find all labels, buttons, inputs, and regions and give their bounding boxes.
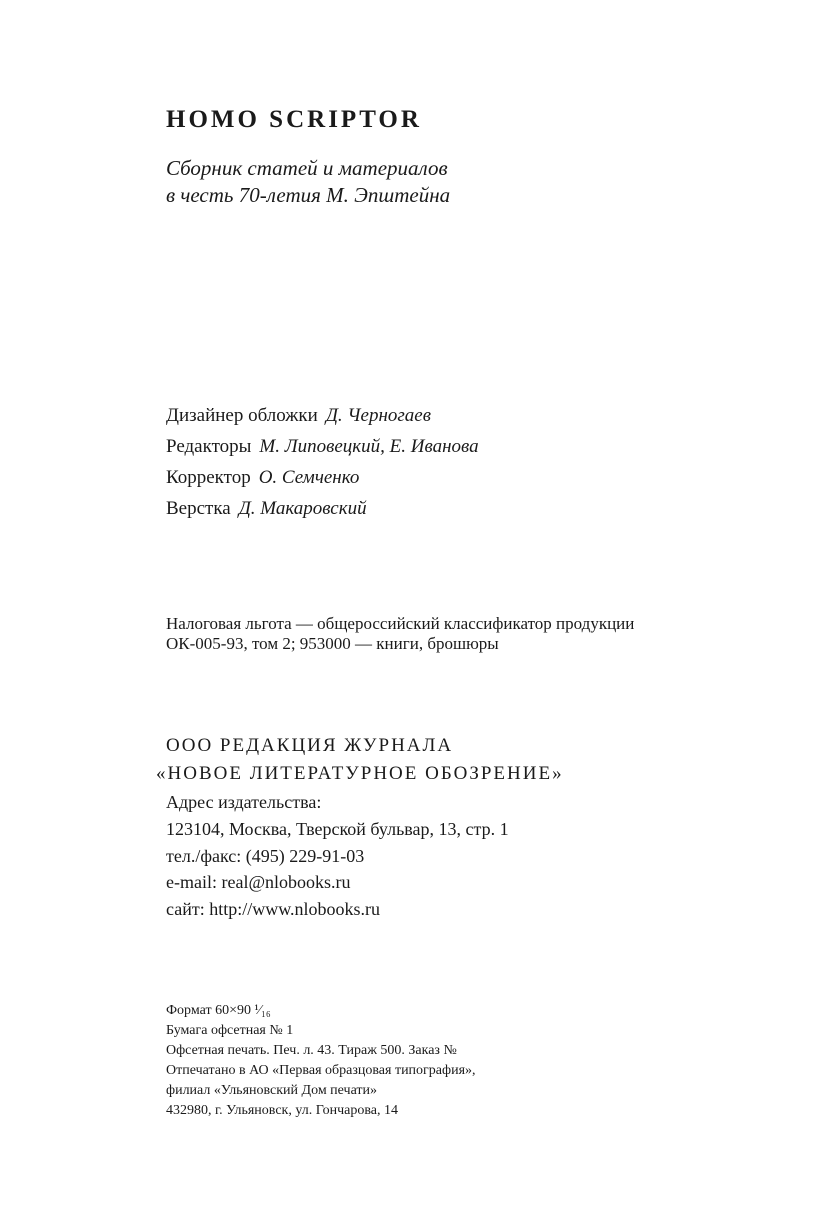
book-subtitle-line-1: Сборник статей и материалов — [166, 156, 448, 180]
publisher-website: сайт: http://www.nlobooks.ru — [166, 899, 381, 919]
publisher-name-line-2: «НОВОЕ ЛИТЕРАТУРНОЕ ОБОЗРЕНИЕ» — [156, 763, 564, 784]
imprint-print-run: Офсетная печать. Печ. л. 43. Тираж 500. Заказ № — [166, 1043, 457, 1058]
imprint-printer-address: 432980, г. Ульяновск, ул. Гончарова, 14 — [166, 1103, 398, 1118]
publisher-name-line-1: ООО РЕДАКЦИЯ ЖУРНАЛА — [166, 735, 454, 756]
publisher-address: 123104, Москва, Тверской бульвар, 13, стр. 1 — [166, 819, 509, 839]
publisher-email: e-mail: real@nlobooks.ru — [166, 872, 351, 892]
credit-name: О. Семченко — [258, 467, 360, 488]
credit-role: Дизайнер обложки — [166, 405, 318, 426]
publisher-phone: тел./факс: (495) 229-91-03 — [166, 846, 365, 866]
tax-note-line-1: Налоговая льгота — общероссийский классификатор продукции — [166, 614, 635, 633]
credit-role: Редакторы — [166, 436, 252, 457]
tax-note-line-2: ОК-005-93, том 2; 953000 — книги, брошюры — [166, 634, 499, 653]
imprint-printer: Отпечатано в АО «Первая образцовая типография», — [166, 1063, 476, 1078]
book-title: HOMO SCRIPTOR — [166, 106, 422, 133]
credit-name: Д. Черногаев — [325, 405, 431, 426]
credit-layout — [166, 498, 367, 520]
imprint-paper: Бумага офсетная № 1 — [166, 1023, 294, 1038]
publisher-address-label: Адрес издательства: — [166, 792, 322, 812]
credit-proofreader — [166, 467, 359, 489]
credit-editors — [166, 436, 479, 458]
credit-role: Корректор — [166, 467, 251, 488]
imprint-printer-branch: филиал «Ульяновский Дом печати» — [166, 1083, 378, 1098]
credit-cover-designer — [166, 405, 431, 427]
book-subtitle-line-2: в честь 70-летия М. Эпштейна — [166, 183, 451, 207]
credit-name: М. Липовецкий, Е. Иванова — [259, 436, 479, 457]
credit-name: Д. Макаровский — [238, 498, 367, 519]
credit-role: Верстка — [166, 498, 231, 519]
imprint-format: Формат 60×90 ¹⁄₁₆ — [166, 1003, 271, 1018]
